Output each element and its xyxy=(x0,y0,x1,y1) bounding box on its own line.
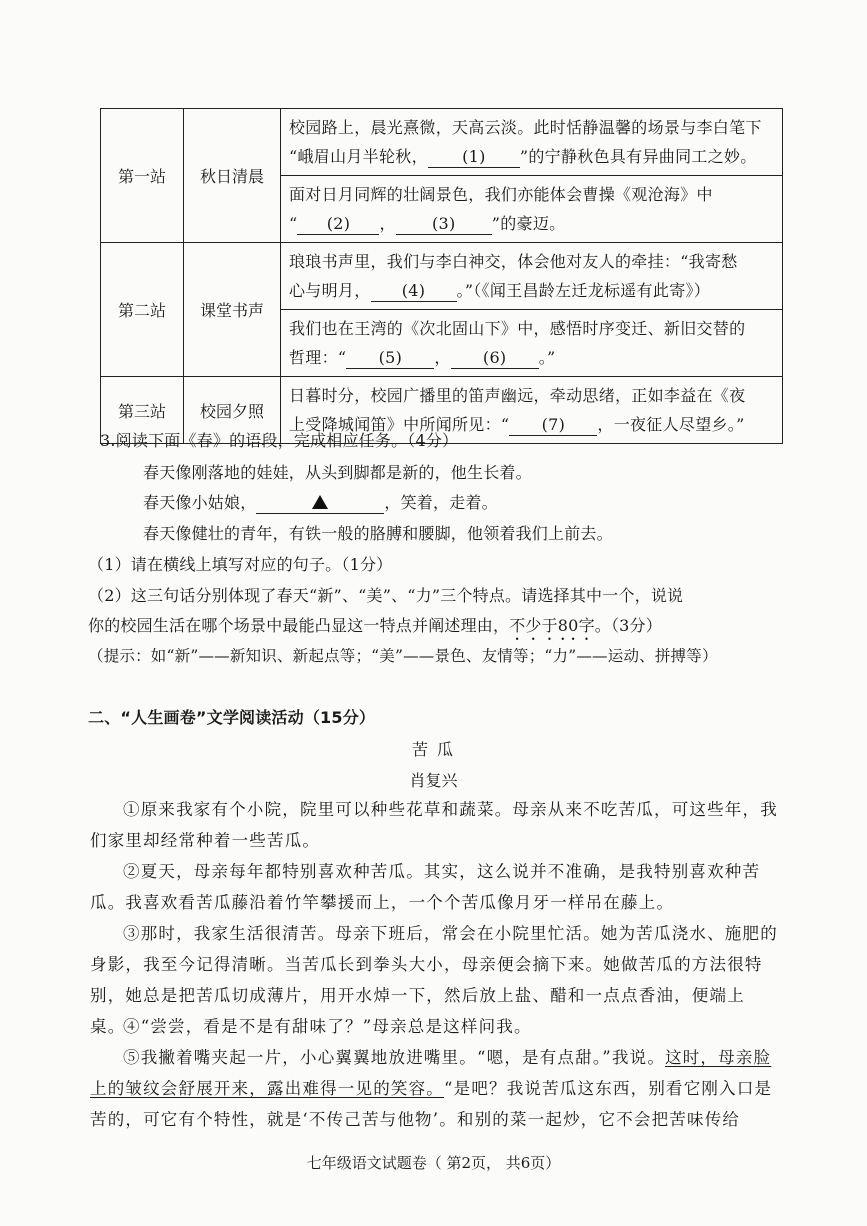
cell-line xyxy=(289,209,774,238)
cell-text: ， xyxy=(379,214,396,233)
sentence-text: 春天像小姑娘， xyxy=(143,493,257,512)
cell-text: 心与明月， xyxy=(289,281,371,300)
task-2-line-2 xyxy=(88,613,662,644)
paragraph-text: ③那时，我家生活很清苦。母亲下班后，常会在小院里忙活。她为苦瓜浇水、施肥的身影，我至今记得清晰。当苦瓜长到拳头大小，母亲便会摘下来。她做苦瓜的方法很特别，她总是把苦瓜切成薄片，用开水焯一下，然后放上盐、醋和一点点香油，便端上桌。 xyxy=(90,924,778,1036)
answer-blank[interactable]: (5) xyxy=(346,348,434,369)
table-row xyxy=(101,243,783,310)
cell-line: 琅琅书声里，我们与李白神交，体会他对友人的牵挂：“我寄愁 xyxy=(289,252,738,271)
underlined-sentence: 这时，母亲脸上的皱纹会舒展开来，露出难得一见的笑容。 xyxy=(90,1048,772,1098)
paragraph-text: ①原来我家有个小院，院里可以种些花草和蔬菜。母亲从来不吃苦瓜，可这些年，我们家里却经常种着一些苦瓜。 xyxy=(90,800,778,850)
task-1: （1）请在横线上填写对应的句子。（1分） xyxy=(88,555,393,574)
cell-line: 日暮时分，校园广播里的笛声幽远，牵动思绪，正如李益在《夜 xyxy=(289,386,746,405)
cell-text: 上受降城闻笛》中所闻所见：“ xyxy=(289,415,510,434)
page-footer: 七年级语文试题卷（ 第2页， 共6页） xyxy=(306,1154,561,1172)
paragraph-text: ②夏天，母亲每年都特别喜欢种苦瓜。其实，这么说并不准确，是我特别喜欢种苦瓜。我喜欢看苦瓜藤沿着竹竿攀援而上，一个个苦瓜像月牙一样吊在藤上。 xyxy=(90,862,761,912)
paragraph-text: ⑤我撇着嘴夹起一片，小心翼翼地放进嘴里。“嗯，是有点甜。”我说。 xyxy=(123,1048,666,1067)
cell-line xyxy=(289,343,774,372)
answer-blank[interactable]: (1) xyxy=(428,147,520,168)
passage-sentence-1: 春天像刚落地的娃娃，从头到脚都是新的，他生长着。 xyxy=(143,463,532,482)
cell-text: ”的宁静秋色具有异曲同工之妙。 xyxy=(519,147,757,166)
cell-line: 校园路上，晨光熹微，天高云淡。此时恬静温馨的场景与李白笔下 xyxy=(289,118,762,137)
theme-cell: 课堂书声 xyxy=(184,243,281,377)
cell-text: 。”（《闻王昌龄左迁龙标遥有此寄》） xyxy=(456,281,711,300)
hint-text: （提示：如“新”——新知识、新起点等；“美”——景色、友情等；“力”——运动、拼搏等） xyxy=(88,647,718,665)
cell-text: “峨眉山月半轮秋， xyxy=(289,147,428,166)
section-heading: 二、“人生画卷”文学阅读活动（15分） xyxy=(88,708,376,727)
cell-text: ， xyxy=(434,348,451,367)
task-text: 你的校园生活在哪个场景中最能凸显这一特点并阐述理由， xyxy=(88,616,510,635)
answer-blank[interactable]: (4) xyxy=(371,281,457,302)
theme-cell: 校园夕照 xyxy=(184,377,281,444)
content-cell xyxy=(281,243,783,310)
theme-cell: 秋日清晨 xyxy=(184,109,281,243)
answer-blank[interactable]: (3) xyxy=(396,214,492,235)
station-table xyxy=(100,108,783,444)
answer-blank[interactable]: (7) xyxy=(509,415,597,436)
answer-blank[interactable]: (6) xyxy=(451,348,539,369)
passage-sentence-3: 春天像健壮的青年，有铁一般的胳膊和腰脚，他领着我们上前去。 xyxy=(143,524,613,543)
task-2-line-1: （2）这三句话分别体现了春天“新”、“美”、“力”三个特点。请选择其中一个，说说 xyxy=(88,586,684,605)
paragraph-text: ④“尝尝，看是不是有甜味了？”母亲总是这样问我。 xyxy=(123,1017,532,1036)
sentence-text: ，笑着，走着。 xyxy=(384,493,498,512)
cell-text: ，一夜征人尽望乡。” xyxy=(597,415,745,434)
question-3-title: 3.阅读下面《春》的语段，完成相应任务。（4分） xyxy=(100,431,459,450)
station-cell: 第一站 xyxy=(101,109,184,243)
cell-text: “ xyxy=(289,214,298,233)
cell-text: 哲理：“ xyxy=(289,348,347,367)
content-cell xyxy=(281,176,783,243)
cell-line xyxy=(289,276,774,305)
cell-text: 。” xyxy=(538,348,556,367)
cell-text: ”的豪迈。 xyxy=(491,214,566,233)
paragraph-4 xyxy=(90,1011,780,1042)
article-author: 肖复兴 xyxy=(409,771,458,790)
cell-line: 面对日月同辉的壮阔景色，我们亦能体会曹操《观沧海》中 xyxy=(289,185,713,204)
answer-blank[interactable] xyxy=(256,493,384,514)
paragraph-text: “是吧？我说苦瓜这东西，别看它刚入口是苦的，可它有个特性，就是‘不传己苦与他物’。和别的菜一起炒，它不会把苦味传给 xyxy=(90,1079,773,1129)
paragraph-2 xyxy=(90,856,780,918)
answer-blank[interactable]: (2) xyxy=(297,214,379,235)
article-title: 苦 瓜 xyxy=(411,740,456,759)
content-cell xyxy=(281,310,783,377)
paragraph-5 xyxy=(90,1042,780,1135)
cell-line xyxy=(289,142,774,171)
passage-sentence-2 xyxy=(143,490,498,514)
table-row xyxy=(101,109,783,176)
emphasis-text: 不少于80字 xyxy=(509,616,595,635)
station-cell: 第二站 xyxy=(101,243,184,377)
paragraph-1 xyxy=(90,794,780,856)
triangle-icon xyxy=(312,495,328,509)
station-cell: 第三站 xyxy=(101,377,184,444)
cell-line: 我们也在王湾的《次北固山下》中，感悟时序变迁、新旧交替的 xyxy=(289,319,746,338)
task-text: 。（3分） xyxy=(594,616,662,635)
content-cell xyxy=(281,109,783,176)
